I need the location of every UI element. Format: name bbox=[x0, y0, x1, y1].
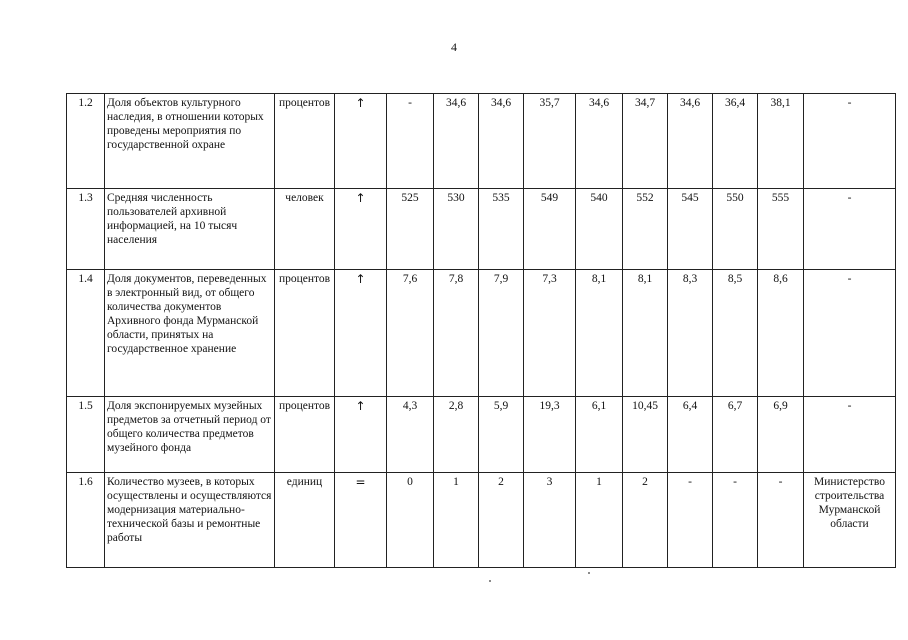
unit-cell: человек bbox=[275, 189, 335, 270]
value-cell: - bbox=[668, 473, 713, 568]
scan-speck bbox=[489, 580, 491, 582]
responsible-cell: - bbox=[804, 397, 896, 473]
indicator-name: Количество музеев, в которых осуществлены и осуществляются модернизация материально-технической базы и ремонтные работы bbox=[105, 473, 275, 568]
indicators-table bbox=[66, 93, 896, 568]
trend-equal-icon: = bbox=[335, 473, 387, 568]
value-cell: 35,7 bbox=[524, 94, 576, 189]
value-cell: 540 bbox=[576, 189, 623, 270]
value-cell: 7,8 bbox=[434, 270, 479, 397]
value-cell: 34,6 bbox=[668, 94, 713, 189]
value-cell: - bbox=[758, 473, 804, 568]
value-cell: 2,8 bbox=[434, 397, 479, 473]
value-cell: 36,4 bbox=[713, 94, 758, 189]
value-cell: 34,6 bbox=[576, 94, 623, 189]
value-cell: 550 bbox=[713, 189, 758, 270]
value-cell: 525 bbox=[387, 189, 434, 270]
responsible-cell: - bbox=[804, 94, 896, 189]
value-cell: 8,3 bbox=[668, 270, 713, 397]
table-row bbox=[67, 270, 896, 397]
value-cell: 555 bbox=[758, 189, 804, 270]
value-cell: 549 bbox=[524, 189, 576, 270]
row-number: 1.3 bbox=[67, 189, 105, 270]
value-cell: - bbox=[387, 94, 434, 189]
value-cell: 552 bbox=[623, 189, 668, 270]
row-number: 1.4 bbox=[67, 270, 105, 397]
trend-arrow-icon: ↑ bbox=[335, 189, 387, 270]
responsible-cell: Министерство строительства Мурманской области bbox=[804, 473, 896, 568]
trend-arrow-icon: ↑ bbox=[335, 397, 387, 473]
value-cell: 0 bbox=[387, 473, 434, 568]
value-cell: 7,9 bbox=[479, 270, 524, 397]
responsible-cell: - bbox=[804, 189, 896, 270]
table-row bbox=[67, 397, 896, 473]
value-cell: 530 bbox=[434, 189, 479, 270]
value-cell: 8,6 bbox=[758, 270, 804, 397]
value-cell: 2 bbox=[623, 473, 668, 568]
row-number: 1.5 bbox=[67, 397, 105, 473]
value-cell: 545 bbox=[668, 189, 713, 270]
value-cell: 5,9 bbox=[479, 397, 524, 473]
table-row bbox=[67, 94, 896, 189]
page-number: 4 bbox=[451, 40, 457, 54]
responsible-cell: - bbox=[804, 270, 896, 397]
value-cell: 6,7 bbox=[713, 397, 758, 473]
trend-arrow-icon: ↑ bbox=[335, 270, 387, 397]
unit-cell: процентов bbox=[275, 397, 335, 473]
value-cell: - bbox=[713, 473, 758, 568]
indicator-name: Доля документов, переведенных в электронный вид, от общего количества документов Архивного фонда Мурманской области, принятых на государственное хранение bbox=[105, 270, 275, 397]
indicator-name: Доля объектов культурного наследия, в отношении которых проведены мероприятия по государственной охране bbox=[105, 94, 275, 189]
value-cell: 8,1 bbox=[623, 270, 668, 397]
value-cell: 7,3 bbox=[524, 270, 576, 397]
value-cell: 8,5 bbox=[713, 270, 758, 397]
value-cell: 4,3 bbox=[387, 397, 434, 473]
value-cell: 1 bbox=[576, 473, 623, 568]
value-cell: 34,7 bbox=[623, 94, 668, 189]
value-cell: 38,1 bbox=[758, 94, 804, 189]
value-cell: 535 bbox=[479, 189, 524, 270]
unit-cell: единиц bbox=[275, 473, 335, 568]
value-cell: 3 bbox=[524, 473, 576, 568]
value-cell: 6,9 bbox=[758, 397, 804, 473]
value-cell: 8,1 bbox=[576, 270, 623, 397]
unit-cell: процентов bbox=[275, 94, 335, 189]
value-cell: 34,6 bbox=[434, 94, 479, 189]
row-number: 1.6 bbox=[67, 473, 105, 568]
table-row bbox=[67, 473, 896, 568]
value-cell: 34,6 bbox=[479, 94, 524, 189]
value-cell: 6,1 bbox=[576, 397, 623, 473]
value-cell: 10,45 bbox=[623, 397, 668, 473]
value-cell: 1 bbox=[434, 473, 479, 568]
unit-cell: процентов bbox=[275, 270, 335, 397]
indicator-name: Доля экспонируемых музейных предметов за отчетный период от общего количества предметов музейного фонда bbox=[105, 397, 275, 473]
value-cell: 6,4 bbox=[668, 397, 713, 473]
value-cell: 19,3 bbox=[524, 397, 576, 473]
row-number: 1.2 bbox=[67, 94, 105, 189]
value-cell: 7,6 bbox=[387, 270, 434, 397]
indicator-name: Средняя численность пользователей архивной информацией, на 10 тысяч населения bbox=[105, 189, 275, 270]
value-cell: 2 bbox=[479, 473, 524, 568]
scan-speck bbox=[588, 572, 590, 574]
table-row bbox=[67, 189, 896, 270]
trend-arrow-icon: ↑ bbox=[335, 94, 387, 189]
